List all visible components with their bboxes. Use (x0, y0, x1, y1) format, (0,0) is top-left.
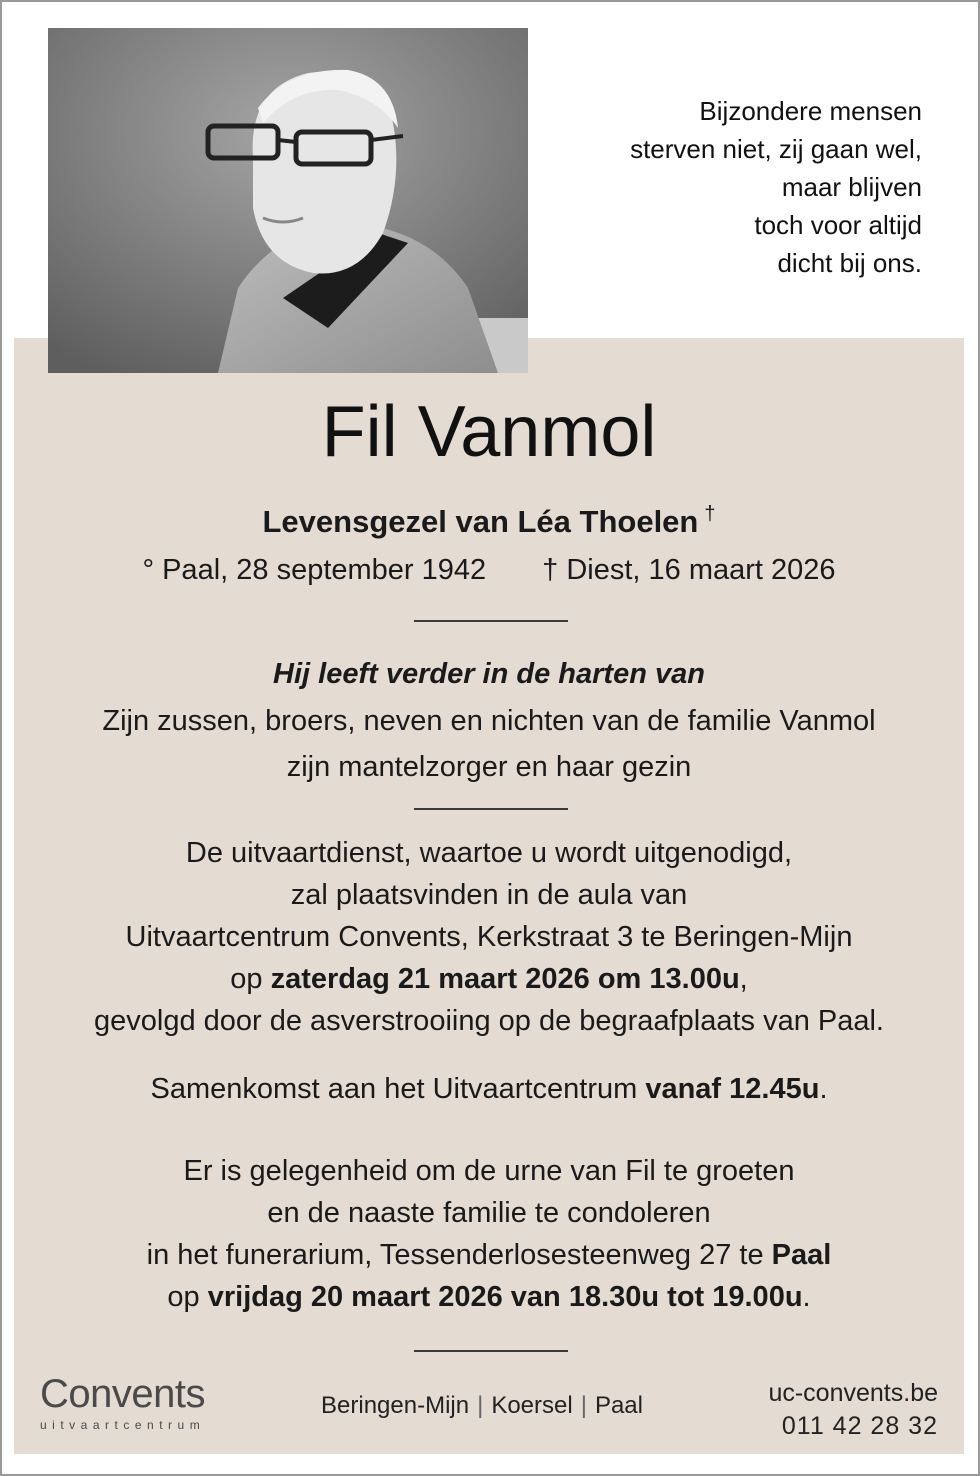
portrait-photo (48, 28, 528, 373)
service-datetime-value: zaterdag 21 maart 2026 om 13.00u (270, 963, 740, 995)
gathering-info (14, 1068, 964, 1110)
logo-subtitle: uitvaartcentrum (40, 1418, 206, 1432)
location-separator: | (477, 1392, 484, 1419)
quote-line: maar blijven (781, 172, 922, 202)
partner-line (14, 494, 964, 542)
website-text: uc-convents.be (768, 1379, 938, 1407)
location-separator: | (580, 1392, 587, 1419)
gathering-suffix: . (819, 1073, 828, 1105)
visitation-datetime-suffix: . (802, 1281, 811, 1313)
visitation-line: Er is gelegenheid om de urne van Fil te groeten (183, 1155, 795, 1187)
divider (414, 1350, 568, 1352)
location-list (302, 1390, 662, 1460)
quote-line: toch voor altijd (754, 210, 922, 240)
visitation-datetime-prefix: op (167, 1281, 208, 1313)
visitation-info (14, 1150, 964, 1318)
service-details (14, 832, 964, 1042)
convents-logo (40, 1372, 240, 1442)
birth-date: ° Paal, 28 september 1942 (142, 554, 487, 586)
death-date: † Diest, 16 maart 2026 (542, 554, 836, 586)
visitation-town: Paal (771, 1239, 832, 1271)
divider (414, 808, 568, 810)
cross-mark: † (704, 503, 716, 525)
location-item: Paal (594, 1392, 643, 1419)
family-line: zijn mantelzorger en haar gezin (286, 751, 692, 783)
service-line: zal plaatsvinden in de aula van (290, 879, 688, 911)
memorial-quote (542, 92, 922, 282)
partner-text: Levensgezel van Léa Thoelen (262, 504, 699, 539)
service-line: De uitvaartdienst, waartoe u wordt uitgenodigd, (185, 837, 793, 869)
service-datetime (14, 958, 964, 1000)
visitation-location-text: in het funerarium, Tessenderlosesteenweg 27 te (146, 1239, 772, 1271)
gathering-text: Samenkomst aan het Uitvaartcentrum (150, 1073, 646, 1105)
portrait-illustration (48, 28, 528, 373)
logo-wordmark: Convents (40, 1372, 205, 1416)
gathering-time: vanaf 12.45u (645, 1073, 820, 1105)
location-item: Beringen-Mijn (321, 1392, 470, 1419)
visitation-location (14, 1234, 964, 1276)
deceased-name: Fil Vanmol (321, 392, 657, 472)
birth-death-dates (14, 550, 964, 590)
service-datetime-suffix: , (739, 963, 748, 995)
service-datetime-prefix: op (230, 963, 271, 995)
family-list (14, 700, 964, 788)
service-line: gevolgd door de asverstrooiing op de begraafplaats van Paal. (94, 1005, 884, 1037)
quote-line: Bijzondere mensen (699, 96, 922, 126)
quote-line: dicht bij ons. (777, 248, 922, 278)
divider (414, 620, 568, 622)
quote-line: sterven niet, zij gaan wel, (630, 134, 922, 164)
phone-number: 011 42 28 32 (781, 1412, 938, 1440)
contact-info (718, 1378, 938, 1448)
family-line: Zijn zussen, broers, neven en nichten van de familie Vanmol (102, 705, 876, 737)
visitation-datetime (14, 1276, 964, 1318)
location-item: Koersel (491, 1392, 573, 1419)
service-line: Uitvaartcentrum Convents, Kerkstraat 3 te Beringen-Mijn (125, 921, 853, 953)
visitation-line: en de naaste familie te condoleren (267, 1197, 711, 1229)
family-heading: Hij leeft verder in de harten van (273, 658, 705, 690)
visitation-datetime-value: vrijdag 20 maart 2026 van 18.30u tot 19.00u (207, 1281, 803, 1313)
